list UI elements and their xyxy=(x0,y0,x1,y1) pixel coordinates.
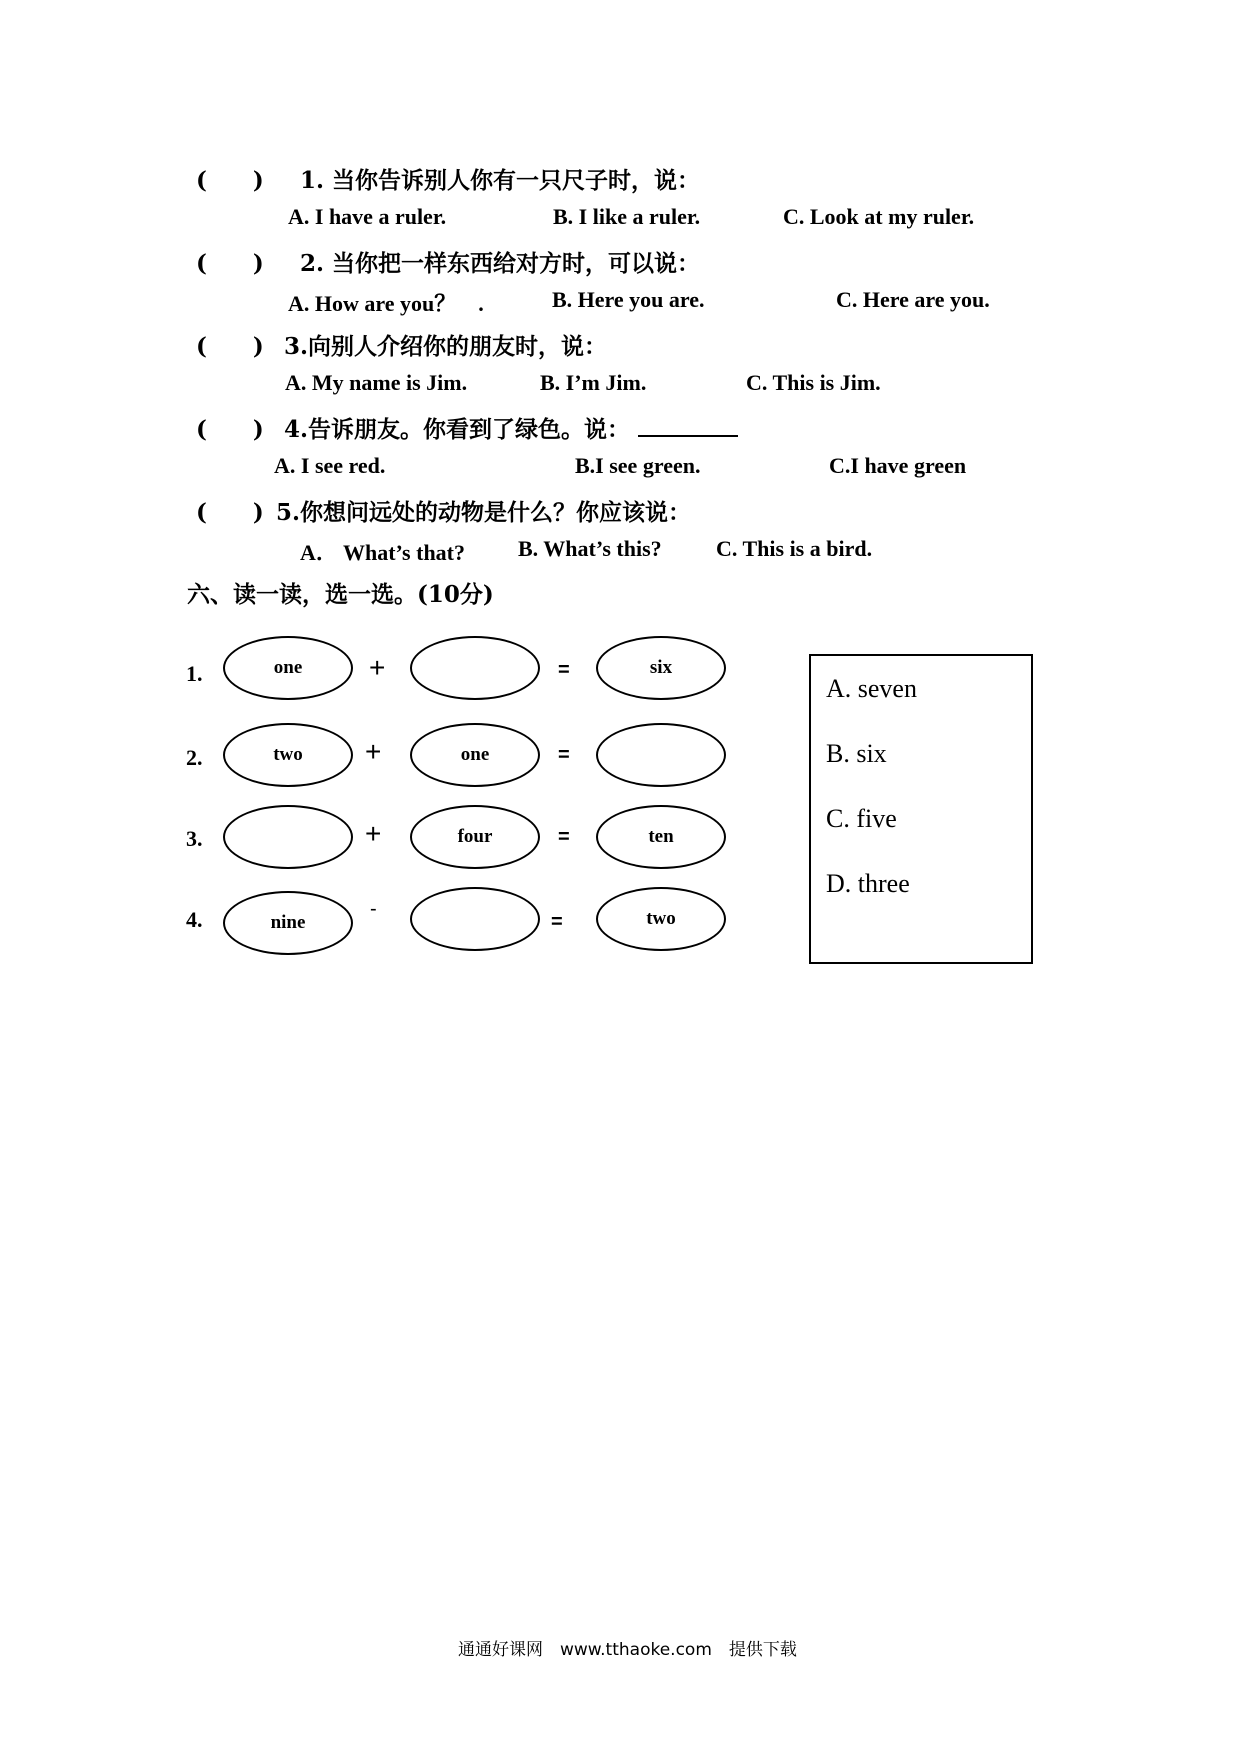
minus-sign: - xyxy=(370,898,377,920)
oval-blank[interactable] xyxy=(223,805,353,869)
option-a-3: A. My name is Jim. xyxy=(285,370,468,395)
question-prompt-2: 2. 当你把一样东西给对方时，可以说： xyxy=(300,250,701,277)
row-number: 3. xyxy=(186,826,203,851)
answer-paren-3[interactable]: ( ) xyxy=(196,333,264,360)
row-number: 2. xyxy=(186,745,203,770)
option-a-2: A. How are you？ . xyxy=(288,291,484,316)
option-c-3: C. This is Jim. xyxy=(746,370,881,395)
option-c-4: C.I have green xyxy=(829,453,967,478)
option-a-5: A． What’s that? xyxy=(300,540,466,565)
plus-sign: + xyxy=(369,652,386,683)
option-b-2: B. Here you are. xyxy=(552,287,705,312)
option-b-3: B. I’m Jim. xyxy=(540,370,647,395)
answer-blank-4[interactable] xyxy=(638,415,738,437)
oval-term-b: one xyxy=(410,723,540,787)
oval-result: ten xyxy=(596,805,726,869)
oval-blank[interactable] xyxy=(410,636,540,700)
option-c-5: C. This is a bird. xyxy=(716,536,873,561)
question-prompt-3: 3.向别人介绍你的朋友时，说： xyxy=(284,333,608,360)
oval-term-a: two xyxy=(223,723,353,787)
option-b-5: B. What’s this? xyxy=(518,536,662,561)
option-b-1: B. I like a ruler. xyxy=(553,204,701,229)
row-number: 1. xyxy=(186,661,203,686)
answer-paren-5[interactable]: ( ) xyxy=(196,499,264,526)
oval-result: six xyxy=(596,636,726,700)
choice-b: B. six xyxy=(826,739,887,768)
choice-a: A. seven xyxy=(826,674,917,703)
option-a-4: A. I see red. xyxy=(274,453,386,478)
oval-result: two xyxy=(596,887,726,951)
section-6-heading: 六、读一读，选一选。(10分) xyxy=(187,581,494,608)
oval-blank[interactable] xyxy=(596,723,726,787)
answer-paren-4[interactable]: ( ) xyxy=(196,416,264,443)
choice-c: C. five xyxy=(826,804,897,833)
choice-d: D. three xyxy=(826,869,910,898)
oval-blank[interactable] xyxy=(410,887,540,951)
row-number: 4. xyxy=(186,907,203,932)
question-prompt-1: 1. 当你告诉别人你有一只尺子时，说： xyxy=(300,167,701,194)
equals-sign: = xyxy=(558,659,570,681)
option-b-4: B.I see green. xyxy=(575,453,701,478)
answer-paren-1[interactable]: ( ) xyxy=(196,167,264,194)
choices-box xyxy=(809,654,1033,964)
oval-term-a: nine xyxy=(223,891,353,955)
oval-term-b: four xyxy=(410,805,540,869)
equals-sign: = xyxy=(558,826,570,848)
question-prompt-5: 5.你想问远处的动物是什么？你应该说： xyxy=(276,499,692,526)
footer-text: 通通好课网 www.tthaoke.com 提供下载 xyxy=(458,1640,797,1660)
option-c-2: C. Here are you. xyxy=(836,287,990,312)
equals-sign: = xyxy=(558,744,570,766)
option-c-1: C. Look at my ruler. xyxy=(783,204,975,229)
oval-term-a: one xyxy=(223,636,353,700)
equals-sign: = xyxy=(551,911,563,933)
option-a-1: A. I have a ruler. xyxy=(288,204,447,229)
plus-sign: + xyxy=(365,818,382,849)
answer-paren-2[interactable]: ( ) xyxy=(196,250,264,277)
question-prompt-4: 4.告诉朋友。你看到了绿色。说： xyxy=(284,416,631,443)
plus-sign: + xyxy=(365,736,382,767)
